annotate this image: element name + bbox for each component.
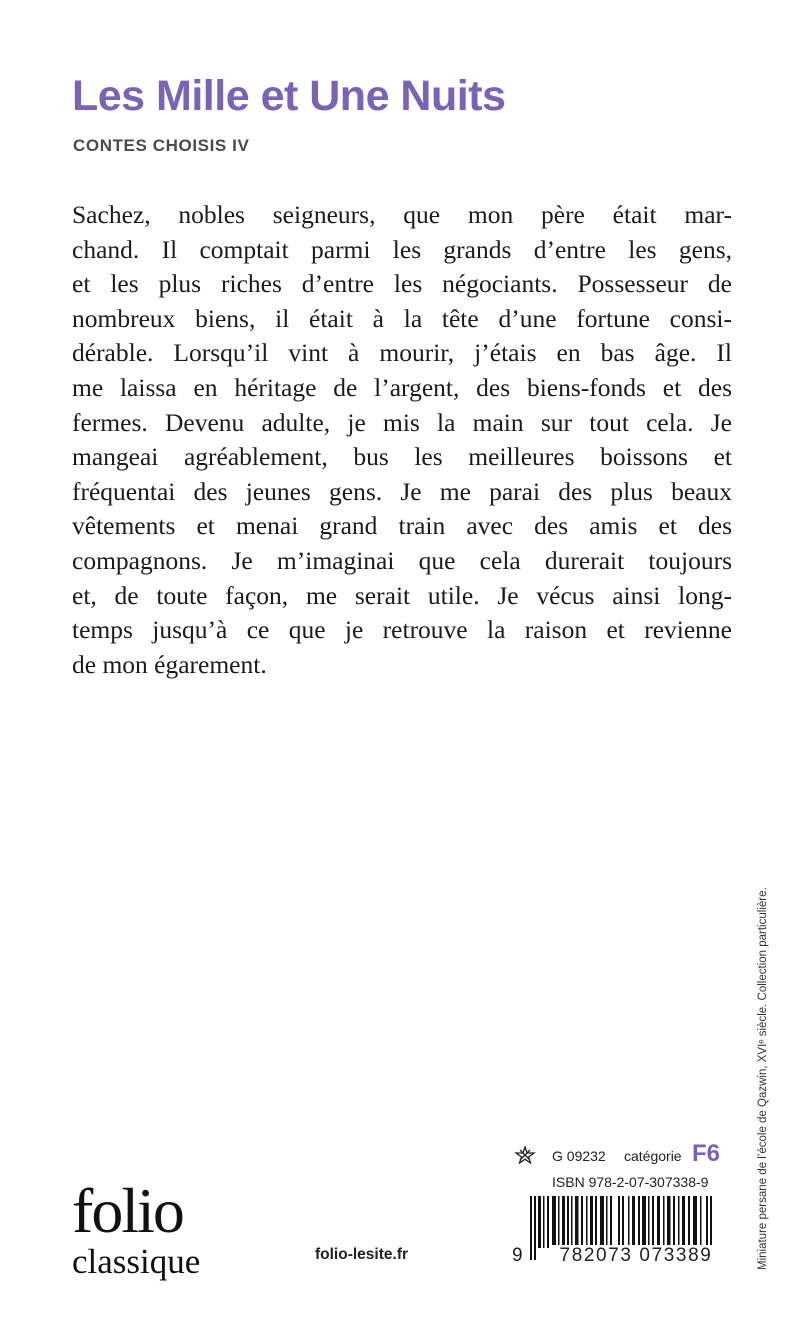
retail-info <box>512 1140 727 1190</box>
blurb-line: fermes. Devenu adulte, je mis la main sur tout cela. Je <box>72 407 732 437</box>
blurb-line: vêtements et menai grand train avec des amis et des <box>72 511 732 541</box>
blurb-line: chand. Il comptait parmi les grands d’entre les gens, <box>72 234 732 264</box>
blurb-line: et, de toute façon, me serait utile. Je vécus ainsi long- <box>72 580 732 610</box>
back-cover-blurb <box>72 198 732 682</box>
blurb-line: dérable. Lorsqu’il vint à mourir, j’étais en bas âge. Il <box>72 338 732 368</box>
retail-code-row <box>512 1140 727 1172</box>
isbn: ISBN 978-2-07-307338-9 <box>552 1174 709 1190</box>
blurb-line: Sachez, nobles seigneurs, que mon père était mar- <box>72 200 732 229</box>
imprint-name: folio <box>72 1175 183 1246</box>
imprint-series: classique <box>72 1242 201 1281</box>
blurb-line: fréquentai des jeunes gens. Je me parai des plus beaux <box>72 476 732 506</box>
folio-classique-logo <box>72 1175 201 1281</box>
price-category: F6 <box>692 1140 721 1167</box>
star-emblem-icon <box>514 1146 536 1164</box>
publisher-website[interactable]: folio-lesite.fr <box>315 1246 409 1263</box>
category-label: catégorie <box>624 1148 682 1164</box>
blurb-line: de mon égarement. <box>72 649 267 679</box>
blurb-line: mangeai agréablement, bus les meilleures boissons et <box>72 442 732 472</box>
blurb-line: compagnons. Je m’imaginai que cela durerait toujours <box>72 545 732 575</box>
blurb-line: temps jusqu’à ce que je retrouve la raison et revienne <box>72 615 732 645</box>
book-title: Les Mille et Une Nuits <box>72 72 506 120</box>
book-subtitle: CONTES CHOISIS IV <box>73 136 250 155</box>
product-code: G 09232 <box>552 1148 606 1164</box>
barcode-number: 782073 073389 <box>550 1245 722 1267</box>
barcode-first-digit: 9 <box>512 1245 523 1266</box>
blurb-line: et les plus riches d’entre les négociants. Possesseur de <box>72 269 732 299</box>
blurb-line: me laissa en héritage de l’argent, des biens-fonds et des <box>72 372 732 402</box>
blurb-line: nombreux biens, il était à la tête d’une fortune consi- <box>72 303 732 333</box>
cover-image-credit: Miniature persane de l’école de Qazwin, XVIᵉ siècle. Collection particulière. <box>757 887 769 1270</box>
